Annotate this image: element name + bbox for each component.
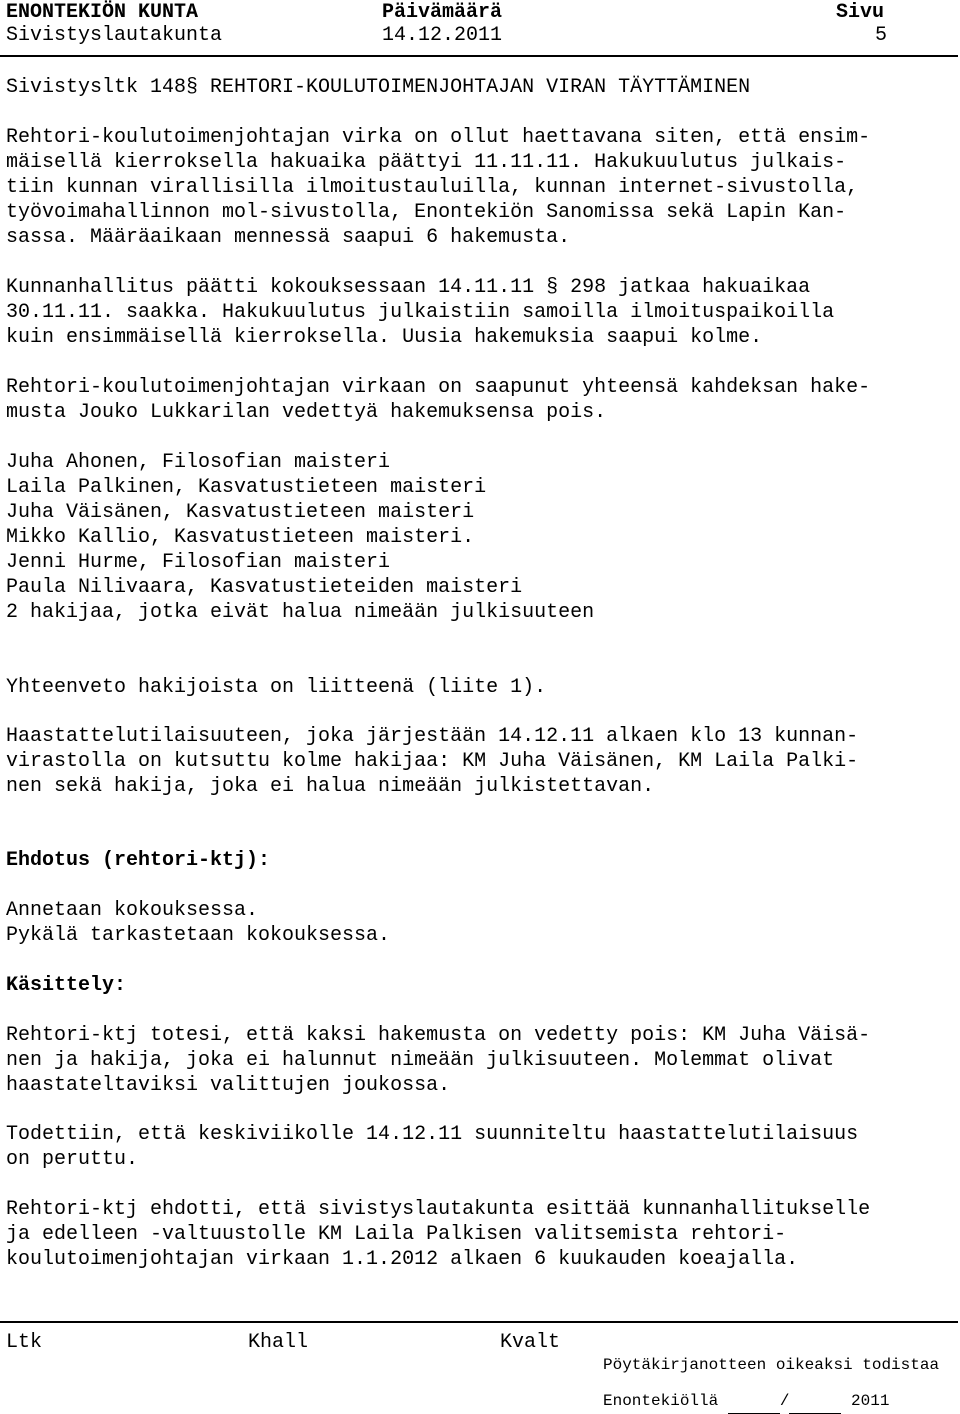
header-rule xyxy=(0,55,958,57)
proposal-heading: Ehdotus (rehtori-ktj): xyxy=(6,849,271,872)
certification-place-date xyxy=(603,1389,889,1414)
certification-label: Pöytäkirjanotteen oikeaksi todistaa xyxy=(603,1356,940,1374)
footer-rule xyxy=(0,1321,958,1323)
body-line: koulutoimenjohtajan virkaan 1.1.2012 alkaen 6 kuukauden koeajalla. xyxy=(6,1248,799,1271)
applicant-item: Juha Väisänen, Kasvatustieteen maisteri xyxy=(6,501,475,524)
municipality-name: ENONTEKIÖN KUNTA xyxy=(6,1,199,24)
body-line: tiin kunnan virallisilla ilmoitustauluilla, kunnan internet-sivustolla, xyxy=(6,176,859,199)
footer-kvalt: Kvalt xyxy=(500,1331,561,1354)
place-name: Enontekiöllä xyxy=(603,1392,719,1410)
page-number: 5 xyxy=(875,24,888,47)
applicant-item: Juha Ahonen, Filosofian maisteri xyxy=(6,451,391,474)
proposal-line: Annetaan kokouksessa. xyxy=(6,899,259,922)
month-blank xyxy=(789,1395,841,1414)
body-line: Haastattelutilaisuuteen, joka järjestään 14.12.11 alkaen klo 13 kunnan- xyxy=(6,725,859,748)
body-line: Yhteenveto hakijoista on liitteenä (liite 1). xyxy=(6,676,547,699)
body-line: musta Jouko Lukkarilan vedettyä hakemuksensa pois. xyxy=(6,401,607,424)
body-line: sassa. Määräaikaan mennessä saapui 6 hakemusta. xyxy=(6,226,571,249)
section-title: Sivistysltk 148§ REHTORI-KOULUTOIMENJOHTAJAN VIRAN TÄYTTÄMINEN xyxy=(6,76,751,99)
body-line: Kunnanhallitus päätti kokouksessaan 14.11.11 § 298 jatkaa hakuaikaa xyxy=(6,276,811,299)
body-line: Todettiin, että keskiviikolle 14.12.11 suunniteltu haastattelutilaisuus xyxy=(6,1123,859,1146)
committee-name: Sivistyslautakunta xyxy=(6,24,223,47)
body-line: 30.11.11. saakka. Hakukuulutus julkaistiin samoilla ilmoituspaikoilla xyxy=(6,301,835,324)
body-line: työvoimahallinnon mol-sivustolla, Enontekiön Sanomissa sekä Lapin Kan- xyxy=(6,201,847,224)
body-line: kuin ensimmäisellä kierroksella. Uusia hakemuksia saapui kolme. xyxy=(6,326,763,349)
date-label: Päivämäärä xyxy=(382,1,503,24)
body-line: ja edelleen -valtuustolle KM Laila Palkisen valitsemista rehtori- xyxy=(6,1223,787,1246)
applicant-item: Laila Palkinen, Kasvatustieteen maisteri xyxy=(6,476,487,499)
applicant-item: Paula Nilivaara, Kasvatustieteiden maisteri xyxy=(6,576,523,599)
body-line: nen ja hakija, joka ei halunnut nimeään julkisuuteen. Molemmat olivat xyxy=(6,1049,835,1072)
proposal-line: Pykälä tarkastetaan kokouksessa. xyxy=(6,924,391,947)
applicant-item: Mikko Kallio, Kasvatustieteen maisteri. xyxy=(6,526,475,549)
footer-khall: Khall xyxy=(248,1331,309,1354)
body-line: haastateltaviksi valittujen joukossa. xyxy=(6,1074,451,1097)
applicant-item: Jenni Hurme, Filosofian maisteri xyxy=(6,551,391,574)
body-line: nen sekä hakija, joka ei halua nimeään julkistettavan. xyxy=(6,775,655,798)
body-line: on peruttu. xyxy=(6,1148,139,1171)
handling-heading: Käsittely: xyxy=(6,974,127,997)
body-line: Rehtori-koulutoimenjohtajan virka on ollut haettavana siten, että ensim- xyxy=(6,126,871,149)
date-separator: / xyxy=(779,1392,790,1410)
body-line: Rehtori-ktj ehdotti, että sivistyslautakunta esittää kunnanhallitukselle xyxy=(6,1198,871,1221)
footer-ltk: Ltk xyxy=(6,1331,43,1354)
body-line: virastolla on kutsuttu kolme hakijaa: KM Juha Väisänen, KM Laila Palki- xyxy=(6,750,859,773)
page-label: Sivu xyxy=(836,1,885,24)
body-line: mäisellä kierroksella hakuaika päättyi 11.11.11. Hakukuulutus julkais- xyxy=(6,151,847,174)
meeting-date: 14.12.2011 xyxy=(382,24,503,47)
body-line: Rehtori-koulutoimenjohtajan virkaan on saapunut yhteensä kahdeksan hake- xyxy=(6,376,871,399)
day-blank xyxy=(728,1395,780,1414)
body-line: Rehtori-ktj totesi, että kaksi hakemusta on vedetty pois: KM Juha Väisä- xyxy=(6,1024,871,1047)
certification-year: 2011 xyxy=(851,1392,890,1410)
applicant-item: 2 hakijaa, jotka eivät halua nimeään julkisuuteen xyxy=(6,601,595,624)
